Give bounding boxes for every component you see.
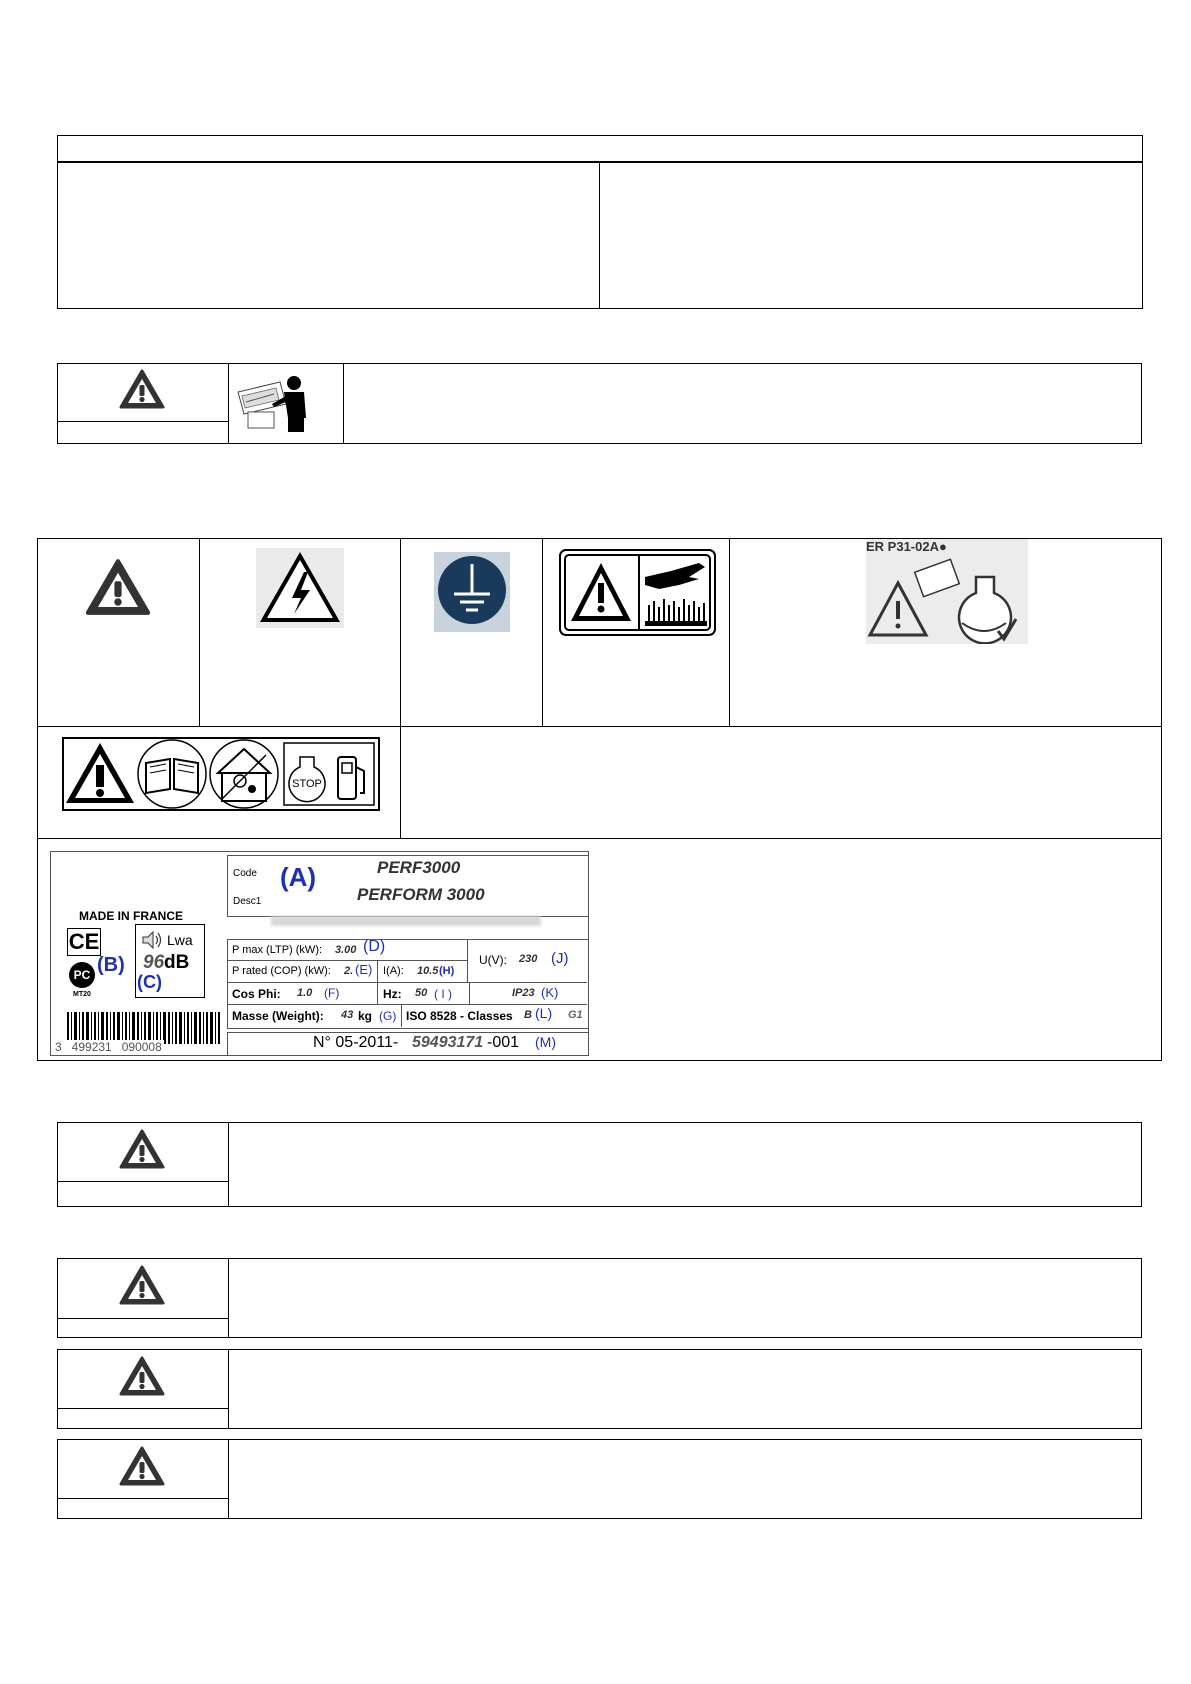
plate-serial-suffix: -001 — [487, 1034, 520, 1051]
warning-triangle-icon — [118, 1445, 166, 1487]
warning-table-1-sub — [57, 1181, 228, 1182]
plate-marker-b: (B) — [97, 954, 125, 976]
plate-cosphi-value: 1.0 — [297, 987, 313, 999]
plate-desc-value: PERFORM 3000 — [357, 885, 485, 904]
plate-marker-g: (G) — [379, 1009, 397, 1023]
plate-code-label: Code — [233, 868, 257, 879]
stop-text: STOP — [292, 778, 322, 790]
plate-marker-k: (K) — [541, 985, 559, 1000]
plate-marker-l: (L) — [535, 1005, 553, 1021]
warning-table-2 — [57, 1258, 1142, 1338]
plate-db-unit: dB — [164, 952, 190, 973]
warning-table-4-sub — [57, 1498, 228, 1499]
plate-prated-value: 2. — [344, 965, 354, 977]
unpacking-person-icon — [236, 374, 310, 432]
plate-marker-a: (A) — [280, 862, 317, 892]
oil-level-label — [866, 539, 1028, 644]
warning-triangle-icon — [118, 1264, 166, 1306]
warning-table-3-divider — [228, 1349, 229, 1429]
plate-current-label: I(A): — [383, 965, 404, 977]
plate-desc-label: Desc1 — [233, 896, 262, 907]
pc-mark-text: PC — [73, 968, 91, 982]
plate-hz-value: 50 — [415, 987, 428, 999]
intro-table-header-divider — [57, 161, 1143, 163]
warning-triangle-icon — [118, 1355, 166, 1397]
read-manual-icon — [138, 740, 206, 808]
plate-current-value: 10.5 — [417, 965, 439, 977]
warning-table-3 — [57, 1349, 1142, 1429]
plate-marker-d: (D) — [363, 938, 386, 955]
plate-marker-j: (J) — [551, 950, 569, 967]
plate-pmax-value: 3.00 — [335, 944, 357, 956]
plate-marker-e: (E) — [355, 962, 373, 977]
plate-iso-suffix: G1 — [568, 1009, 583, 1021]
stop-refuel-icon — [284, 743, 374, 805]
plate-mass-unit: kg — [358, 1009, 373, 1023]
warning-table-2-sub — [57, 1318, 228, 1319]
warning-triangle-icon — [83, 557, 153, 617]
unpacking-divider-1 — [228, 363, 229, 444]
warning-triangle-icon — [118, 1128, 166, 1170]
warning-table-1 — [57, 1122, 1142, 1207]
earth-ground-icon — [434, 552, 510, 632]
intro-table-column-divider — [599, 162, 600, 309]
plate-barcode-digits: 3 499231 090008 — [55, 1040, 162, 1054]
pictogram-col-1 — [199, 538, 200, 726]
plate-mass-label: Masse (Weight): — [232, 1009, 324, 1023]
plate-prated-label: P rated (COP) (kW): — [232, 965, 331, 977]
plate-hz-label: Hz: — [383, 987, 402, 1001]
electric-hazard-icon — [256, 548, 344, 628]
warning-triangle-icon — [118, 368, 166, 410]
oil-level-icon — [866, 553, 1028, 644]
plate-marker-h: (H) — [439, 965, 455, 977]
plate-serial-prefix: N° 05-2011- — [313, 1034, 399, 1051]
unpacking-divider-2 — [343, 363, 344, 444]
plate-mass-value: 43 — [341, 1009, 354, 1021]
plate-iso-label: ISO 8528 - Classes — [406, 1009, 513, 1023]
unpacking-warning-table — [57, 363, 1142, 444]
plate-marker-i: ( I ) — [434, 987, 452, 1001]
plate-pmax-label: P max (LTP) (kW): — [232, 944, 323, 956]
warning-table-1-divider — [228, 1122, 229, 1207]
plate-blurred-address — [271, 916, 541, 926]
plate-marker-m: (M) — [535, 1034, 556, 1050]
pc-mark-icon — [69, 962, 95, 988]
plate-code-value: PERF3000 — [377, 858, 461, 877]
hot-surface-icon — [559, 549, 716, 636]
sound-power-icon — [141, 930, 163, 950]
plate-serial-mid: 59493171 — [412, 1034, 484, 1051]
plate-voltage-value: 230 — [519, 953, 538, 965]
ce-mark-icon: CE — [68, 929, 100, 954]
oil-label-code: ER P31-02A● — [866, 539, 947, 554]
plate-db-value: 96 — [143, 952, 165, 973]
plate-voltage-label: U(V): — [479, 953, 507, 967]
pictogram-col-3 — [542, 538, 543, 726]
pictogram-col-2 — [400, 538, 401, 838]
indoor-prohibited-icon — [210, 740, 278, 808]
warning-table-4-divider — [228, 1439, 229, 1519]
pictogram-col-4 — [729, 538, 730, 726]
safety-instructions-label — [62, 737, 380, 811]
plate-ip-value: IP23 — [512, 987, 535, 999]
rating-plate — [50, 851, 589, 1056]
plate-iso-value: B — [524, 1009, 532, 1021]
plate-lwa-label: Lwa — [167, 932, 193, 948]
pictogram-row-divider-1 — [37, 726, 1162, 727]
pictogram-row-divider-2 — [37, 838, 1162, 839]
unpacking-warning-divider — [57, 421, 228, 422]
plate-cosphi-label: Cos Phi: — [232, 987, 281, 1001]
plate-mt-mark: MT20 — [73, 991, 91, 998]
warning-table-4 — [57, 1439, 1142, 1519]
plate-marker-f: (F) — [324, 986, 340, 1000]
warning-table-2-divider — [228, 1258, 229, 1338]
plate-made-in: MADE IN FRANCE — [79, 909, 183, 923]
warning-table-3-sub — [57, 1408, 228, 1409]
plate-marker-c: (C) — [137, 972, 162, 992]
